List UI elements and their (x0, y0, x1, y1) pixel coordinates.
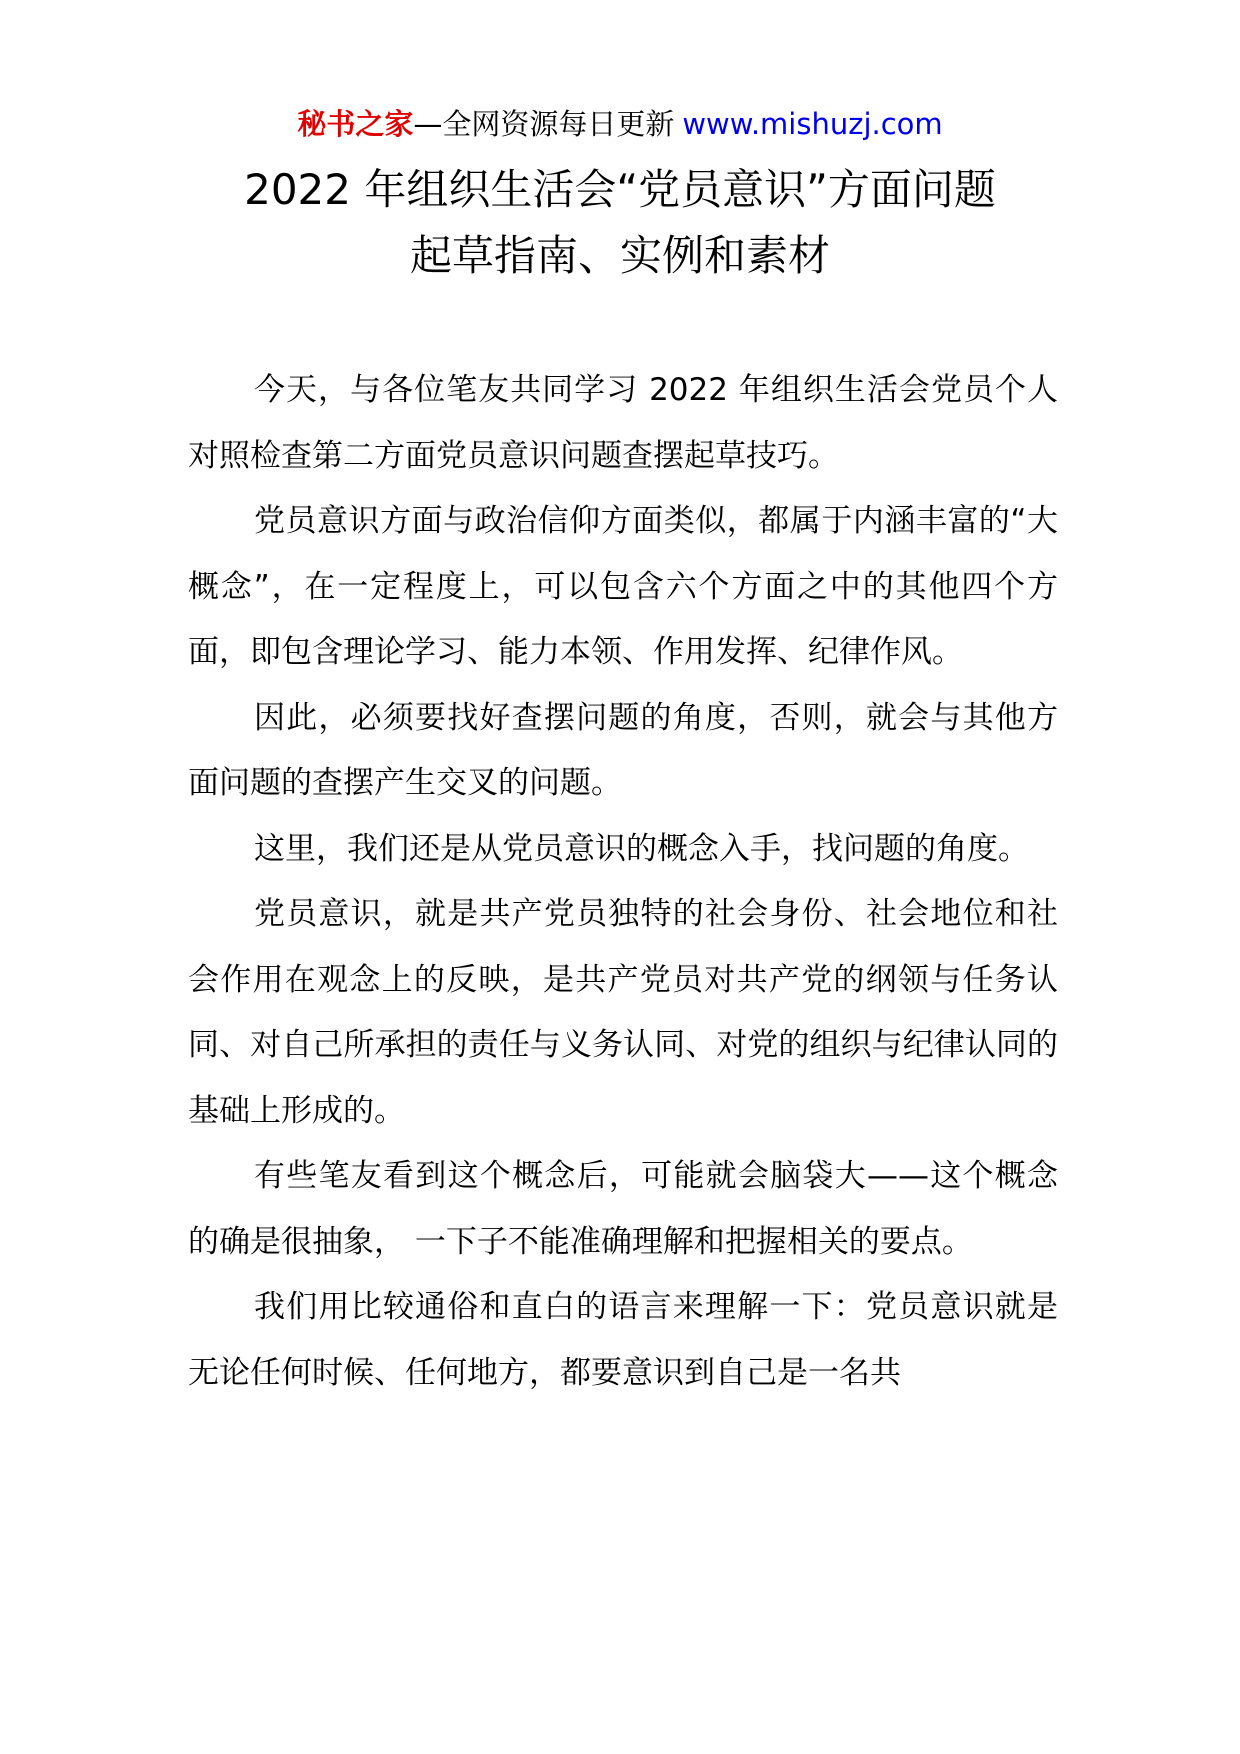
document-title-line-2: 起草指南、实例和素材 (409, 231, 830, 280)
site-link[interactable]: www.mishuzj.com (682, 107, 943, 141)
body-paragraph: 因此，必须要找好查摆问题的角度，否则，就会与其他方面问题的查摆产生交叉的问题。 (188, 699, 1058, 801)
body-paragraph: 今天，与各位笔友共同学习 2022 年组织生活会党员个人对照检查第二方面党员意识问题查摆起草技巧。 (188, 372, 1058, 474)
body-paragraph: 党员意识，就是共产党员独特的社会身份、社会地位和社会作用在观念上的反映，是共产党员对共产党的纲领与任务认同、对自己所承担的责任与义务认同、对党的组织与纪律认同的基础上形成的。 (188, 896, 1058, 1129)
document-body (188, 358, 1058, 1406)
body-paragraph: 党员意识方面与政治信仰方面类似，都属于内涵丰富的“大概念”，在一定程度上，可以包含六个方面之中的其他四个方面，即包含理论学习、能力本领、作用发挥、纪律作风。 (188, 503, 1058, 670)
body-paragraph: 这里，我们还是从党员意识的概念入手，找问题的角度。 (254, 830, 1029, 867)
header-slogan: —全网资源每日更新 (413, 107, 675, 141)
body-paragraph: 有些笔友看到这个概念后，可能就会脑袋大——这个概念的确是很抽象， 一下子不能准确理解和把握相关的要点。 (188, 1158, 1058, 1260)
document-title-line-1: 2022 年组织生活会“党员意识”方面问题 (244, 165, 996, 214)
page-header (0, 104, 1240, 144)
body-paragraph: 我们用比较通俗和直白的语言来理解一下：党员意识就是无论任何时候、任何地方，都要意识到自己是一名共 (188, 1289, 1058, 1391)
brand-name: 秘书之家 (297, 107, 414, 141)
